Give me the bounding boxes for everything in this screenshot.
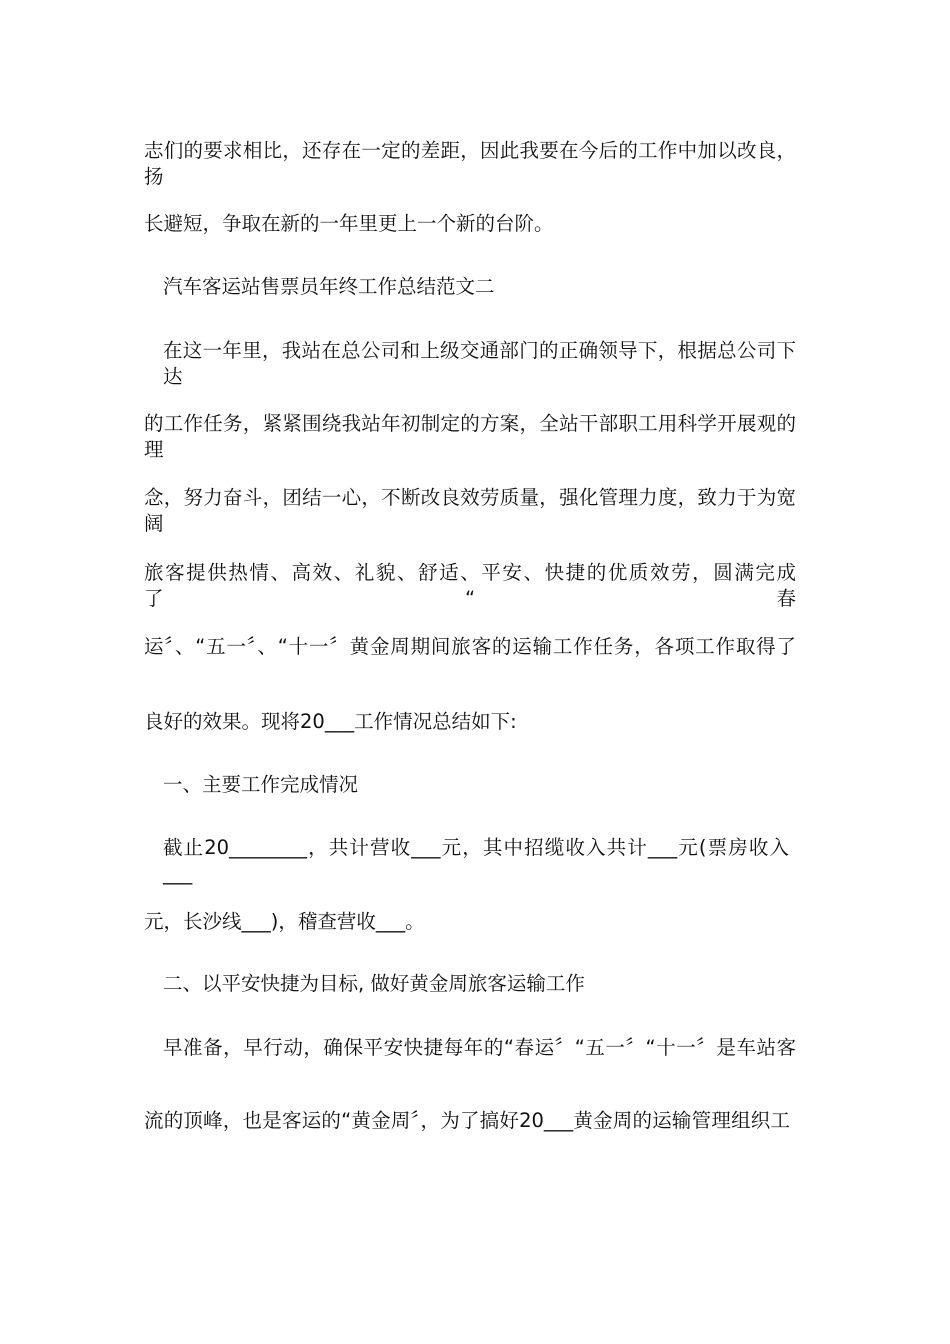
- section-heading: 一、主要工作完成情况: [163, 773, 359, 796]
- paragraph-line: 截止20________，共计营收___元，其中招缆收入共计___元(票房收入___: [163, 836, 789, 885]
- section-title: 汽车客运站售票员年终工作总结范文二: [163, 275, 495, 298]
- paragraph-line: 旅客提供热情、高效、礼貌、舒适、平安、快捷的优质效劳，圆满完成了“春: [144, 561, 796, 610]
- paragraph-line: 的工作任务，紧紧围绕我站年初制定的方案，全站干部职工用科学开展观的理: [144, 412, 796, 461]
- paragraph-line: 流的顶峰，也是客运的“黄金周〞，为了搞好20___黄金周的运输管理组织工: [144, 1109, 790, 1132]
- paragraph-line: 志们的要求相比，还存在一定的差距，因此我要在今后的工作中加以改良，扬: [144, 139, 796, 188]
- paragraph-line: 长避短，争取在新的一年里更上一个新的台阶。: [144, 212, 554, 235]
- paragraph-line: 元，长沙线___)，稽查营收___。: [144, 910, 425, 933]
- paragraph-line: 念，努力奋斗，团结一心，不断改良效劳质量，强化管理力度，致力于为宽阔: [144, 486, 796, 535]
- paragraph-line: 运〞、“五一〞、“十一〞黄金周期间旅客的运输工作任务，各项工作取得了: [144, 635, 796, 658]
- paragraph-line: 良好的效果。现将20___工作情况总结如下:: [144, 710, 517, 733]
- paragraph-line: 早准备，早行动，确保平安快捷每年的“春运〞“五一〞“十一〞是车站客: [163, 1036, 796, 1059]
- paragraph-line: 在这一年里，我站在总公司和上级交通部门的正确领导下，根据总公司下达: [163, 339, 796, 388]
- section-heading: 二、以平安快捷为目标, 做好黄金周旅客运输工作: [163, 972, 585, 995]
